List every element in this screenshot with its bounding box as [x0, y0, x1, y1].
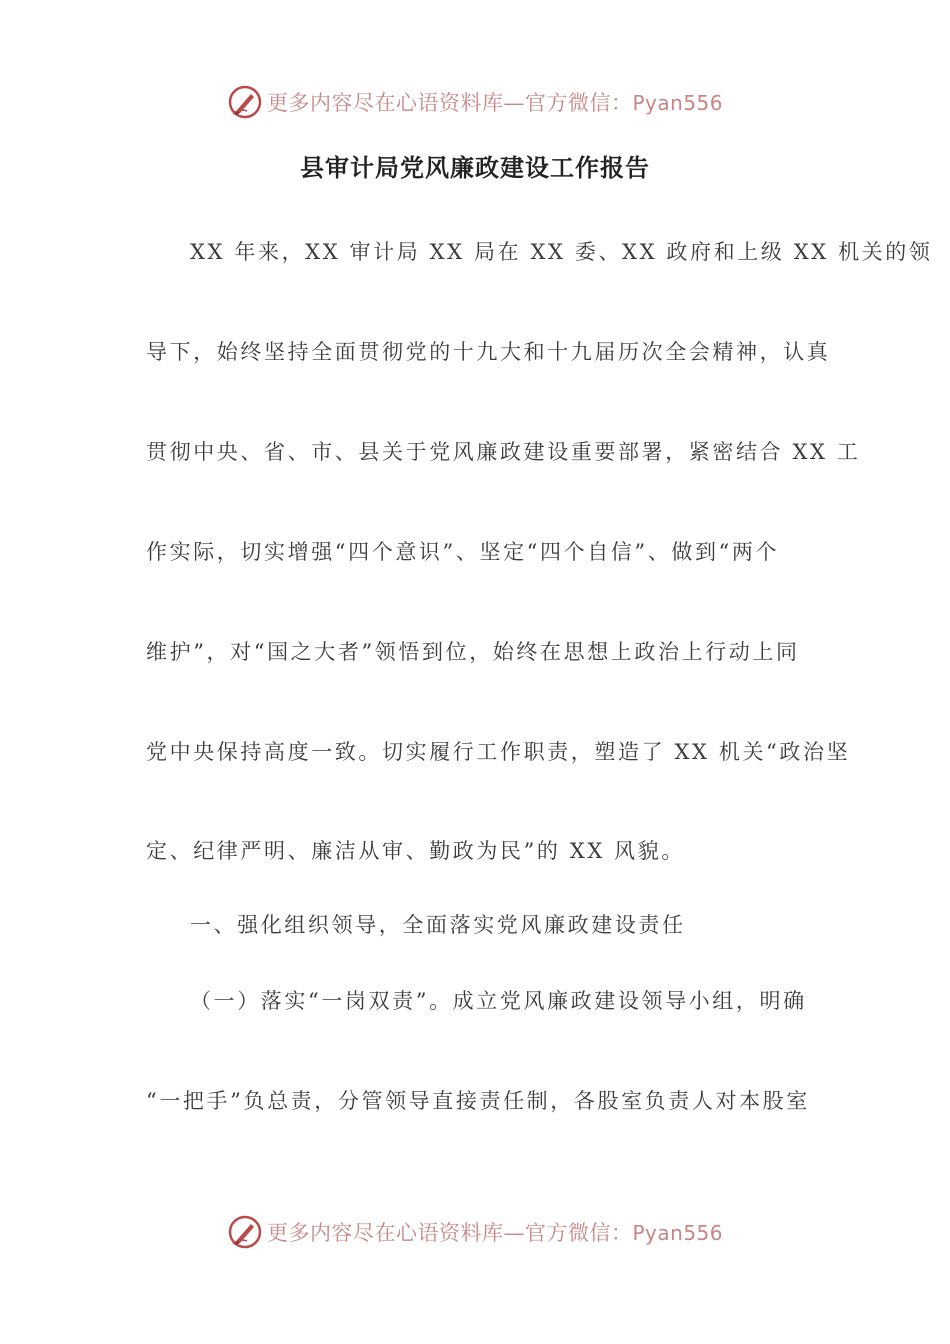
section-heading-1: 一、强化组织领导，全面落实党风廉政建设责任 — [190, 913, 686, 937]
pen-logo-icon — [227, 84, 263, 120]
body-line-3: 贯彻中央、省、市、县关于党风廉政建设重要部署，紧密结合 XX 工 — [146, 440, 861, 464]
document-title: 县审计局党风廉政建设工作报告 — [300, 153, 650, 182]
watermark-banner-bottom — [0, 1210, 950, 1254]
body-line-2: 导下，始终坚持全面贯彻党的十九大和十九届历次全会精神，认真 — [146, 340, 831, 364]
body-line-9: （一）落实“一岗双责”。成立党风廉政建设领导小组，明确 — [190, 989, 807, 1013]
body-line-10: “一把手”负总责，分管领导直接责任制，各股室负责人对本股室 — [146, 1089, 810, 1113]
watermark-text: 更多内容尽在心语资料库—官方微信：Pyan556 — [266, 1221, 723, 1245]
pen-logo-icon — [227, 1214, 263, 1250]
watermark-text: 更多内容尽在心语资料库—官方微信：Pyan556 — [266, 91, 723, 115]
watermark-banner-top — [0, 80, 950, 124]
body-line-5: 维护”，对“国之大者”领悟到位，始终在思想上政治上行动上同 — [146, 640, 800, 664]
body-line-6: 党中央保持高度一致。切实履行工作职责，塑造了 XX 机关“政治坚 — [146, 740, 851, 764]
body-line-7: 定、纪律严明、廉洁从审、勤政为民”的 XX 风貌。 — [146, 839, 685, 863]
body-line-1: XX 年来，XX 审计局 XX 局在 XX 委、XX 政府和上级 XX 机关的领 — [190, 240, 933, 264]
body-line-4: 作实际，切实增强“四个意识”、坚定“四个自信”、做到“两个 — [146, 540, 780, 564]
